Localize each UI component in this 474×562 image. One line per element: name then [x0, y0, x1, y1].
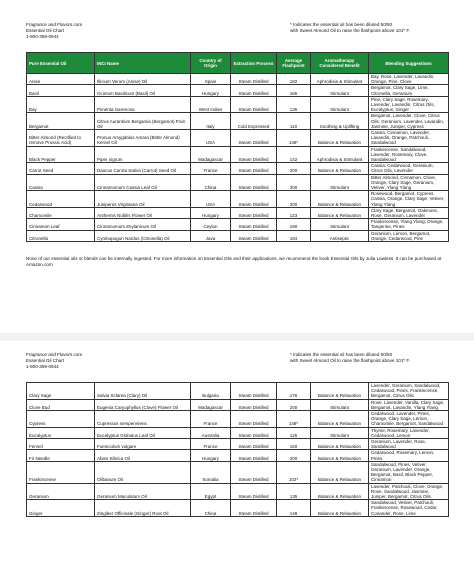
column-header-blending: Blending Suggestions [369, 53, 449, 74]
benefit-cell: Balance & Relaxation [311, 500, 369, 517]
oil-name-cell: Frankincense [27, 461, 95, 483]
inci-name-cell: Citrus Aurantium Bergamia (Bergamot) Fruit Oil [95, 113, 191, 130]
blending-cell: Frankincense, Ylang Ylang, Orange, Tangerine, Pines [369, 219, 449, 230]
blending-cell: Lavender, Geranium, Sandalwood, Cedarwood, Pines, Frankincense, Bergamot, Citrus Oils [369, 383, 449, 400]
blending-cell: Bergamot, Lavender, Clove, Citrus Oils, Geranium, Lavender, Lavandin, Jasmine, Juniper, Cypress [369, 113, 449, 130]
country-cell: France [191, 411, 231, 428]
table-row [27, 207, 449, 218]
chart-page-1 [24, 18, 450, 323]
blending-cell: Cassia, Cedarwood, Geranium, Citrus Oils, Lavender [369, 163, 449, 174]
benefit-cell: Stimulant [311, 427, 369, 438]
table-header-row [27, 53, 449, 74]
extraction-cell: Steam Distilled [231, 500, 277, 517]
extraction-cell: Steam Distilled [231, 130, 277, 147]
phone-number: 1-800-359-0944 [26, 364, 59, 369]
oil-name-cell: Chamomile [27, 207, 95, 218]
blending-cell: Sandalwood, Vetiver, Patchouli, Frankincense, Rosewood, Cedar, Coriander, Rose, Lime [369, 500, 449, 517]
flashpoint-cell: 135 [277, 96, 311, 113]
benefit-cell: Balance & Relaxation [311, 483, 369, 500]
inci-name-cell: Cupressus sempervirens [95, 411, 191, 428]
dilution-note [290, 352, 448, 364]
inci-name-cell: Prunus Amygdalus Amara (Bitter Almond) Kernel Oil [95, 130, 191, 147]
benefit-cell: Balance & Relaxation [311, 191, 369, 208]
benefit-cell: Balance & Relaxation [311, 207, 369, 218]
inci-name-cell: Cinnamomum Cassia Leaf Oil [95, 174, 191, 191]
page-divider [0, 333, 474, 341]
blending-cell: Bay, Rose, Lavender, Lavandin, Orange, Pine, Clove [369, 74, 449, 85]
dilution-note-line-2: with Sweet Almond Oil to raise the flashpoint above 101º F. [290, 28, 410, 33]
oil-name-cell: Citronella [27, 230, 95, 241]
oil-name-cell: Cedarwood [27, 191, 95, 208]
flashpoint-cell: 150 [277, 439, 311, 450]
blending-cell: Cedarwood, Rosemary, Lemon, Pines [369, 450, 449, 461]
country-cell: Australia [191, 427, 231, 438]
country-cell: Italy [191, 113, 231, 130]
country-cell: China [191, 174, 231, 191]
table-row [27, 427, 449, 438]
extraction-cell: Steam Distilled [231, 85, 277, 96]
page-header [24, 348, 450, 382]
benefit-cell: Balance & Relaxation [311, 163, 369, 174]
table-row [27, 113, 449, 130]
flashpoint-cell: 200 [277, 191, 311, 208]
inci-name-cell: Geranium Maculatum Oil [95, 483, 191, 500]
blending-cell: Frankincense, Sandalwood, Lavender, Rosemary, Clove, Sandalwood [369, 146, 449, 163]
inci-name-cell: Anthemis Nobilis Flower Oil [95, 207, 191, 218]
company-name: Fragrance and Flavors.com [26, 22, 83, 27]
extraction-cell: Steam Distilled [231, 146, 277, 163]
flashpoint-cell: 148* [277, 130, 311, 147]
oil-name-cell: Cypress [27, 411, 95, 428]
blending-cell: Thyme, Rosemary, Lavender, Cedarwood, Lemon [369, 427, 449, 438]
extraction-cell: Steam Distilled [231, 230, 277, 241]
inci-name-cell: Salvia Sclarea (Clary) Oil [95, 383, 191, 400]
benefit-cell: Stimulant [311, 399, 369, 410]
inci-name-cell: Eugenia Caryophyllus (Clove) Flower Oil [95, 399, 191, 410]
blending-cell: Lavender, Patchouli, Clove, Orange, Rose, Sandalwood, Jasmine, Juniper, Bergamot, Citrus Oils [369, 483, 449, 500]
inci-name-cell: Eucalyptus Globulus Leaf Oil [95, 427, 191, 438]
inci-name-cell: Daucus Carota Sativa (Carrot) Seed Oil [95, 163, 191, 174]
country-cell: West Indies [191, 96, 231, 113]
oil-name-cell: Cinnamon Leaf [27, 219, 95, 230]
blending-cell: Rose, Lavender, Vanilla, Clary Sage, Bergamot, Lavandin, Ylang Ylang [369, 399, 449, 410]
inci-name-cell: Ocimum Basilicum (Basil) Oil [95, 85, 191, 96]
oil-name-cell: Clary Sage [27, 383, 95, 400]
table-row [27, 163, 449, 174]
column-header-process: Extraction Process [231, 53, 277, 74]
blending-cell: Rosewood, Bergamot, Cypress, Cassia, Orange, Clary Sage, Vetiver, Ylang Ylang [369, 191, 449, 208]
extraction-cell: Steam Distilled [231, 483, 277, 500]
extraction-cell: Steam Distilled [231, 439, 277, 450]
dilution-note [290, 22, 448, 34]
country-cell: France [191, 163, 231, 174]
blending-cell: Cedarwood, Lavender, Pines, Orange, Clary Sage, Lemon, Chamomile, Bergamot, Sandalwood [369, 411, 449, 428]
flashpoint-cell: 148* [277, 411, 311, 428]
inci-name-cell: Pimenta racemosa [95, 96, 191, 113]
table-row [27, 219, 449, 230]
country-cell: Java [191, 230, 231, 241]
country-cell: Hungary [191, 207, 231, 218]
company-name: Fragrance and Flavors.com [26, 352, 83, 357]
table-row [27, 191, 449, 208]
flashpoint-cell: 200 [277, 450, 311, 461]
extraction-cell: Steam Distilled [231, 207, 277, 218]
page-header [24, 18, 450, 52]
phone-number: 1-800-359-0944 [26, 34, 59, 39]
dilution-note-line-2: with Sweet Almond Oil to raise the flashpoint above 101º F. [290, 358, 410, 363]
country-cell: Hungary [191, 85, 231, 96]
benefit-cell: Soothing & Uplifting [311, 113, 369, 130]
benefit-cell: Stimulant [311, 174, 369, 191]
chart-page-2 [24, 348, 450, 562]
flashpoint-cell: 102* [277, 461, 311, 483]
oil-name-cell: Bay [27, 96, 95, 113]
benefit-cell: Balance & Relaxation [311, 383, 369, 400]
country-cell: Spain [191, 74, 231, 85]
table-row [27, 461, 449, 483]
oil-name-cell: Fir Needle [27, 450, 95, 461]
benefit-cell: Stimulant [311, 85, 369, 96]
extraction-cell: Steam Distilled [231, 399, 277, 410]
oil-name-cell: Eucalyptus [27, 427, 95, 438]
inci-name-cell: Olibanum Oil [95, 461, 191, 483]
flashpoint-cell: 123 [277, 207, 311, 218]
flashpoint-cell: 184 [277, 230, 311, 241]
document-title: Essential Oil Chart [26, 28, 65, 33]
oil-name-cell: Clove Bud [27, 399, 95, 410]
inci-name-cell: Cymbopogon Nardus (Citronella) Oil [95, 230, 191, 241]
benefit-cell: Balance & Relaxation [311, 461, 369, 483]
country-cell: USA [191, 130, 231, 147]
country-cell: China [191, 500, 231, 517]
company-block [26, 22, 82, 40]
table-row [27, 230, 449, 241]
country-cell: Madagascar [191, 399, 231, 410]
country-cell: Bulgaria [191, 383, 231, 400]
country-cell: Madagascar [191, 146, 231, 163]
table-row [27, 74, 449, 85]
table-row [27, 411, 449, 428]
oil-name-cell: Black Pepper [27, 146, 95, 163]
flashpoint-cell: 176 [277, 383, 311, 400]
column-header-benefit: Aromatherapy Considered Benefit [311, 53, 369, 74]
flashpoint-cell: 200 [277, 174, 311, 191]
extraction-cell: Steam Distilled [231, 174, 277, 191]
essential-oil-table-2 [26, 382, 449, 517]
column-header-flashpoint: Average Flashpoint [277, 53, 311, 74]
flashpoint-cell: 200 [277, 399, 311, 410]
blending-cell: Bitter Almond, Cinnamon, Clove, Orange, Clary Sage, Geranium, Vetiver, Ylang Ylang [369, 174, 449, 191]
country-cell: Hungary [191, 450, 231, 461]
benefit-cell: Stimulant [311, 219, 369, 230]
flashpoint-cell: 165 [277, 85, 311, 96]
table-row [27, 96, 449, 113]
country-cell: France [191, 439, 231, 450]
inci-name-cell: Piper nigrum [95, 146, 191, 163]
oil-name-cell: Cassia [27, 174, 95, 191]
blending-cell: Clary Sage, Bergamot, Oakmoss, Rose, Geranium, Lavender [369, 207, 449, 218]
oil-name-cell: Carrot Seed [27, 163, 95, 174]
extraction-cell: Steam Distilled [231, 191, 277, 208]
inci-name-cell: Illicium Verum (Anise) Oil [95, 74, 191, 85]
extraction-cell: Cold Expressed [231, 113, 277, 130]
blending-cell: Sandalwood, Pines, Vetiver, Geranium, Lavender, Orange, Bergamot, Basil, Black Pepper, Cinnamon [369, 461, 449, 483]
oil-name-cell: Bitter Almond (Rectified to remove Prussic Acid) [27, 130, 95, 147]
table-row [27, 130, 449, 147]
oil-name-cell: Anise [27, 74, 95, 85]
country-cell: Ceylon [191, 219, 231, 230]
country-cell: Somalia [191, 461, 231, 483]
company-block [26, 352, 82, 370]
table-row [27, 383, 449, 400]
benefit-cell: Aphrodisia & Stimulant [311, 146, 369, 163]
table-row [27, 146, 449, 163]
essential-oil-table-1 [26, 52, 449, 242]
extraction-cell: Steam Distilled [231, 427, 277, 438]
oil-name-cell: Fennel [27, 439, 95, 450]
benefit-cell: Balance & Relaxation [311, 439, 369, 450]
flashpoint-cell: 142 [277, 146, 311, 163]
extraction-cell: Steam Distilled [231, 219, 277, 230]
blending-cell: Cassia, Cinnamon, Lavender, Lavandin, Orange, Patchouli, Sandalwood [369, 130, 449, 147]
blending-cell: Bergamot, Clary Sage, Lime, Citronella, Geranium [369, 85, 449, 96]
benefit-cell: Balance & Relaxation [311, 411, 369, 428]
table-row [27, 85, 449, 96]
extraction-cell: Steam Distilled [231, 74, 277, 85]
benefit-cell: Stimulant [311, 96, 369, 113]
column-header-country: Country of Origin [191, 53, 231, 74]
footnote: None of our essential oils or blends can be internally ingested. For more information on Essential Oils and their applications, we recommend the book Essential Oils by Julia Lawless. It can be purchased at Amazon.com [26, 256, 442, 268]
benefit-cell: Aphrodisia & Stimulant [311, 74, 369, 85]
country-cell: Egypt [191, 483, 231, 500]
benefit-cell: Antiseptic [311, 230, 369, 241]
extraction-cell: Steam Distilled [231, 383, 277, 400]
flashpoint-cell: 148 [277, 500, 311, 517]
dilution-note-line-1: * Indicates the essential oil has been diluted 50/50 [290, 22, 393, 27]
table-row [27, 450, 449, 461]
blending-cell: Pine, Clary Sage, Rosemary, Lavender, Lavandin, Citrus Oils, Eucalyptus, Ginger [369, 96, 449, 113]
inci-name-cell: Juniperus Virginiana Oil [95, 191, 191, 208]
oil-name-cell: Geranium [27, 483, 95, 500]
oil-name-cell: Bergamot [27, 113, 95, 130]
document-title: Essential Oil Chart [26, 358, 65, 363]
flashpoint-cell: 190 [277, 219, 311, 230]
extraction-cell: Steam Distilled [231, 411, 277, 428]
flashpoint-cell: 110 [277, 113, 311, 130]
blending-cell: Geranium, Lavender, Rose, Sandalwood [369, 439, 449, 450]
dilution-note-line-1: * Indicates the essential oil has been diluted 50/50 [290, 352, 393, 357]
inci-name-cell: Zingiber Officinale (Ginger) Root Oil [95, 500, 191, 517]
flashpoint-cell: 135 [277, 483, 311, 500]
extraction-cell: Steam Distilled [231, 450, 277, 461]
table-row [27, 399, 449, 410]
table-row [27, 500, 449, 517]
country-cell: USA [191, 191, 231, 208]
flashpoint-cell: 182 [277, 74, 311, 85]
column-header-oil: Pure Essential Oil [27, 53, 95, 74]
flashpoint-cell: 125 [277, 427, 311, 438]
column-header-inci: INCI Name [95, 53, 191, 74]
inci-name-cell: Abies Sibrica Oil [95, 450, 191, 461]
extraction-cell: Steam Distilled [231, 163, 277, 174]
inci-name-cell: Foeniculum vulgare [95, 439, 191, 450]
table-row [27, 174, 449, 191]
oil-name-cell: Basil [27, 85, 95, 96]
benefit-cell: Balance & Relaxation [311, 450, 369, 461]
extraction-cell: Steam Distilled [231, 461, 277, 483]
inci-name-cell: Cinnamomum Zeylanicum Oil [95, 219, 191, 230]
table-row [27, 439, 449, 450]
blending-cell: Geranium, Lemon, Bergamot, Orange, Cedarwood, Pine [369, 230, 449, 241]
table-row [27, 483, 449, 500]
extraction-cell: Steam Distilled [231, 96, 277, 113]
oil-name-cell: Ginger [27, 500, 95, 517]
flashpoint-cell: 200 [277, 163, 311, 174]
benefit-cell: Balance & Relaxation [311, 130, 369, 147]
